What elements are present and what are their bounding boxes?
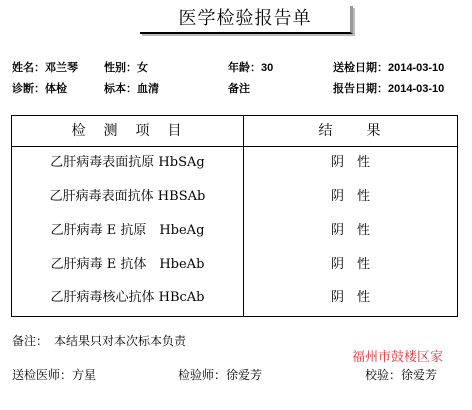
row-result: 阴 性 bbox=[330, 189, 370, 204]
row-result: 阴 性 bbox=[330, 223, 370, 238]
patient-age: 年龄：30 bbox=[228, 62, 274, 74]
send-date: 送检日期：2014-03-10 bbox=[333, 62, 445, 74]
header-result: 结 果 bbox=[318, 123, 383, 139]
watermark: 福州市鼓楼区家 bbox=[352, 349, 444, 364]
results-table bbox=[11, 115, 458, 317]
note-label: 备注 bbox=[228, 83, 250, 95]
patient-sex: 性别：女 bbox=[104, 62, 148, 74]
row-item: 乙肝病毒表面抗体 HBSAb bbox=[49, 189, 206, 204]
row-result: 阴 性 bbox=[330, 155, 370, 170]
sending-doctor: 送检医师：方星 bbox=[12, 368, 97, 382]
checker: 校验：徐爱芳 bbox=[365, 368, 438, 382]
row-item: 乙肝病毒核心抗体 HBcAb bbox=[50, 290, 205, 305]
specimen: 标本：血清 bbox=[104, 83, 159, 95]
row-result: 阴 性 bbox=[330, 290, 370, 305]
patient-name: 姓名：邓兰琴 bbox=[12, 62, 78, 74]
table-divider-horizontal bbox=[12, 146, 457, 147]
row-item: 乙肝病毒 E 抗原 HbeAg bbox=[50, 223, 205, 238]
row-item: 乙肝病毒 E 抗体 HbeAb bbox=[50, 257, 205, 272]
row-result: 阴 性 bbox=[330, 257, 370, 272]
report-title: 医学检验报告单 bbox=[140, 6, 353, 34]
diagnosis: 诊断：体检 bbox=[12, 83, 67, 95]
tester: 检验师：徐爱芳 bbox=[178, 368, 263, 382]
remark: 备注： 本结果只对本次标本负责 bbox=[12, 334, 187, 348]
report-date: 报告日期：2014-03-10 bbox=[333, 83, 445, 95]
row-item: 乙肝病毒表面抗原 HbSAg bbox=[50, 155, 205, 170]
header-test-item: 检 测 项 目 bbox=[71, 123, 184, 139]
